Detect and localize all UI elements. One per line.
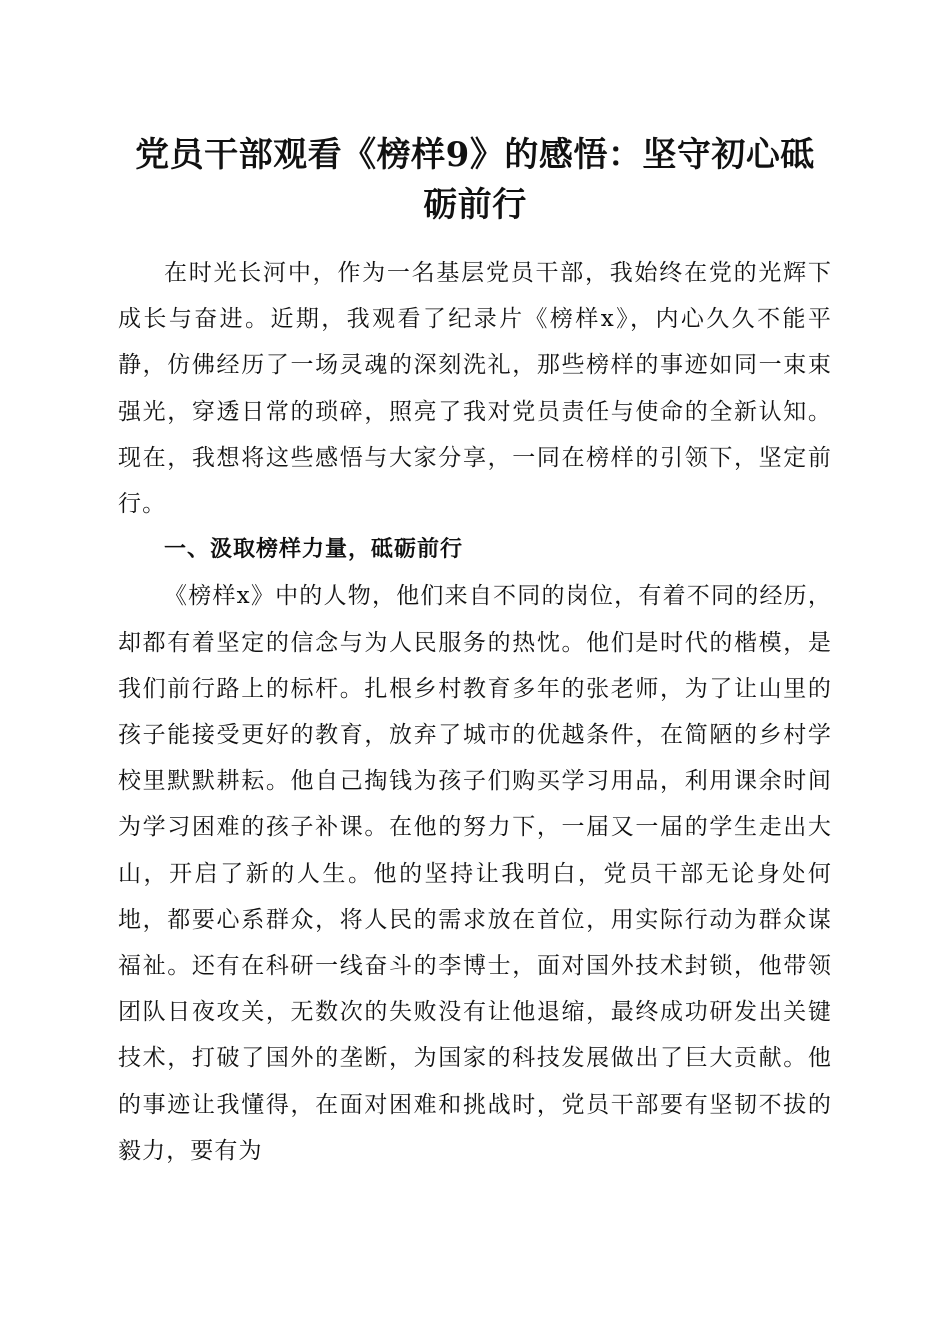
document-body <box>118 250 832 1174</box>
section-heading: 一、汲取榜样力量，砥砺前行 <box>164 537 464 563</box>
section-paragraph: 《榜样x》中的人物，他们来自不同的岗位，有着不同的经历，却都有着坚定的信念与为人民服务的热忱。他们是时代的楷模，是我们前行路上的标杆。扎根乡村教育多年的张老师，为了让山里的孩子能接受更好的教育，放弃了城市的优越条件，在简陋的乡村学校里默默耕耘。他自己掏钱为孩子们购买学习用品，利用课余时间为学习困难的孩子补课。在他的努力下，一届又一届的学生走出大山，开启了新的人生。他的坚持让我明白，党员干部无论身处何地，都要心系群众，将人民的需求放在首位，用实际行动为群众谋福祉。还有在科研一线奋斗的李博士，面对国外技术封锁，他带领团队日夜攻关，无数次的失败没有让他退缩，最终成功研发出关键技术，打破了国外的垄断，为国家的科技发展做出了巨大贡献。他的事迹让我懂得，在面对困难和挑战时，党员干部要有坚韧不拔的毅力，要有为 <box>118 583 832 1164</box>
document-title: 党员干部观看《榜样9》的感悟：坚守初心砥砺前行 <box>135 135 815 225</box>
intro-paragraph: 在时光长河中，作为一名基层党员干部，我始终在党的光辉下成长与奋进。近期，我观看了纪录片《榜样x》，内心久久不能平静，仿佛经历了一场灵魂的深刻洗礼，那些榜样的事迹如同一束束强光，穿透日常的琐碎，照亮了我对党员责任与使命的全新认知。现在，我想将这些感悟与大家分享，一同在榜样的引领下，坚定前行。 <box>118 260 832 518</box>
